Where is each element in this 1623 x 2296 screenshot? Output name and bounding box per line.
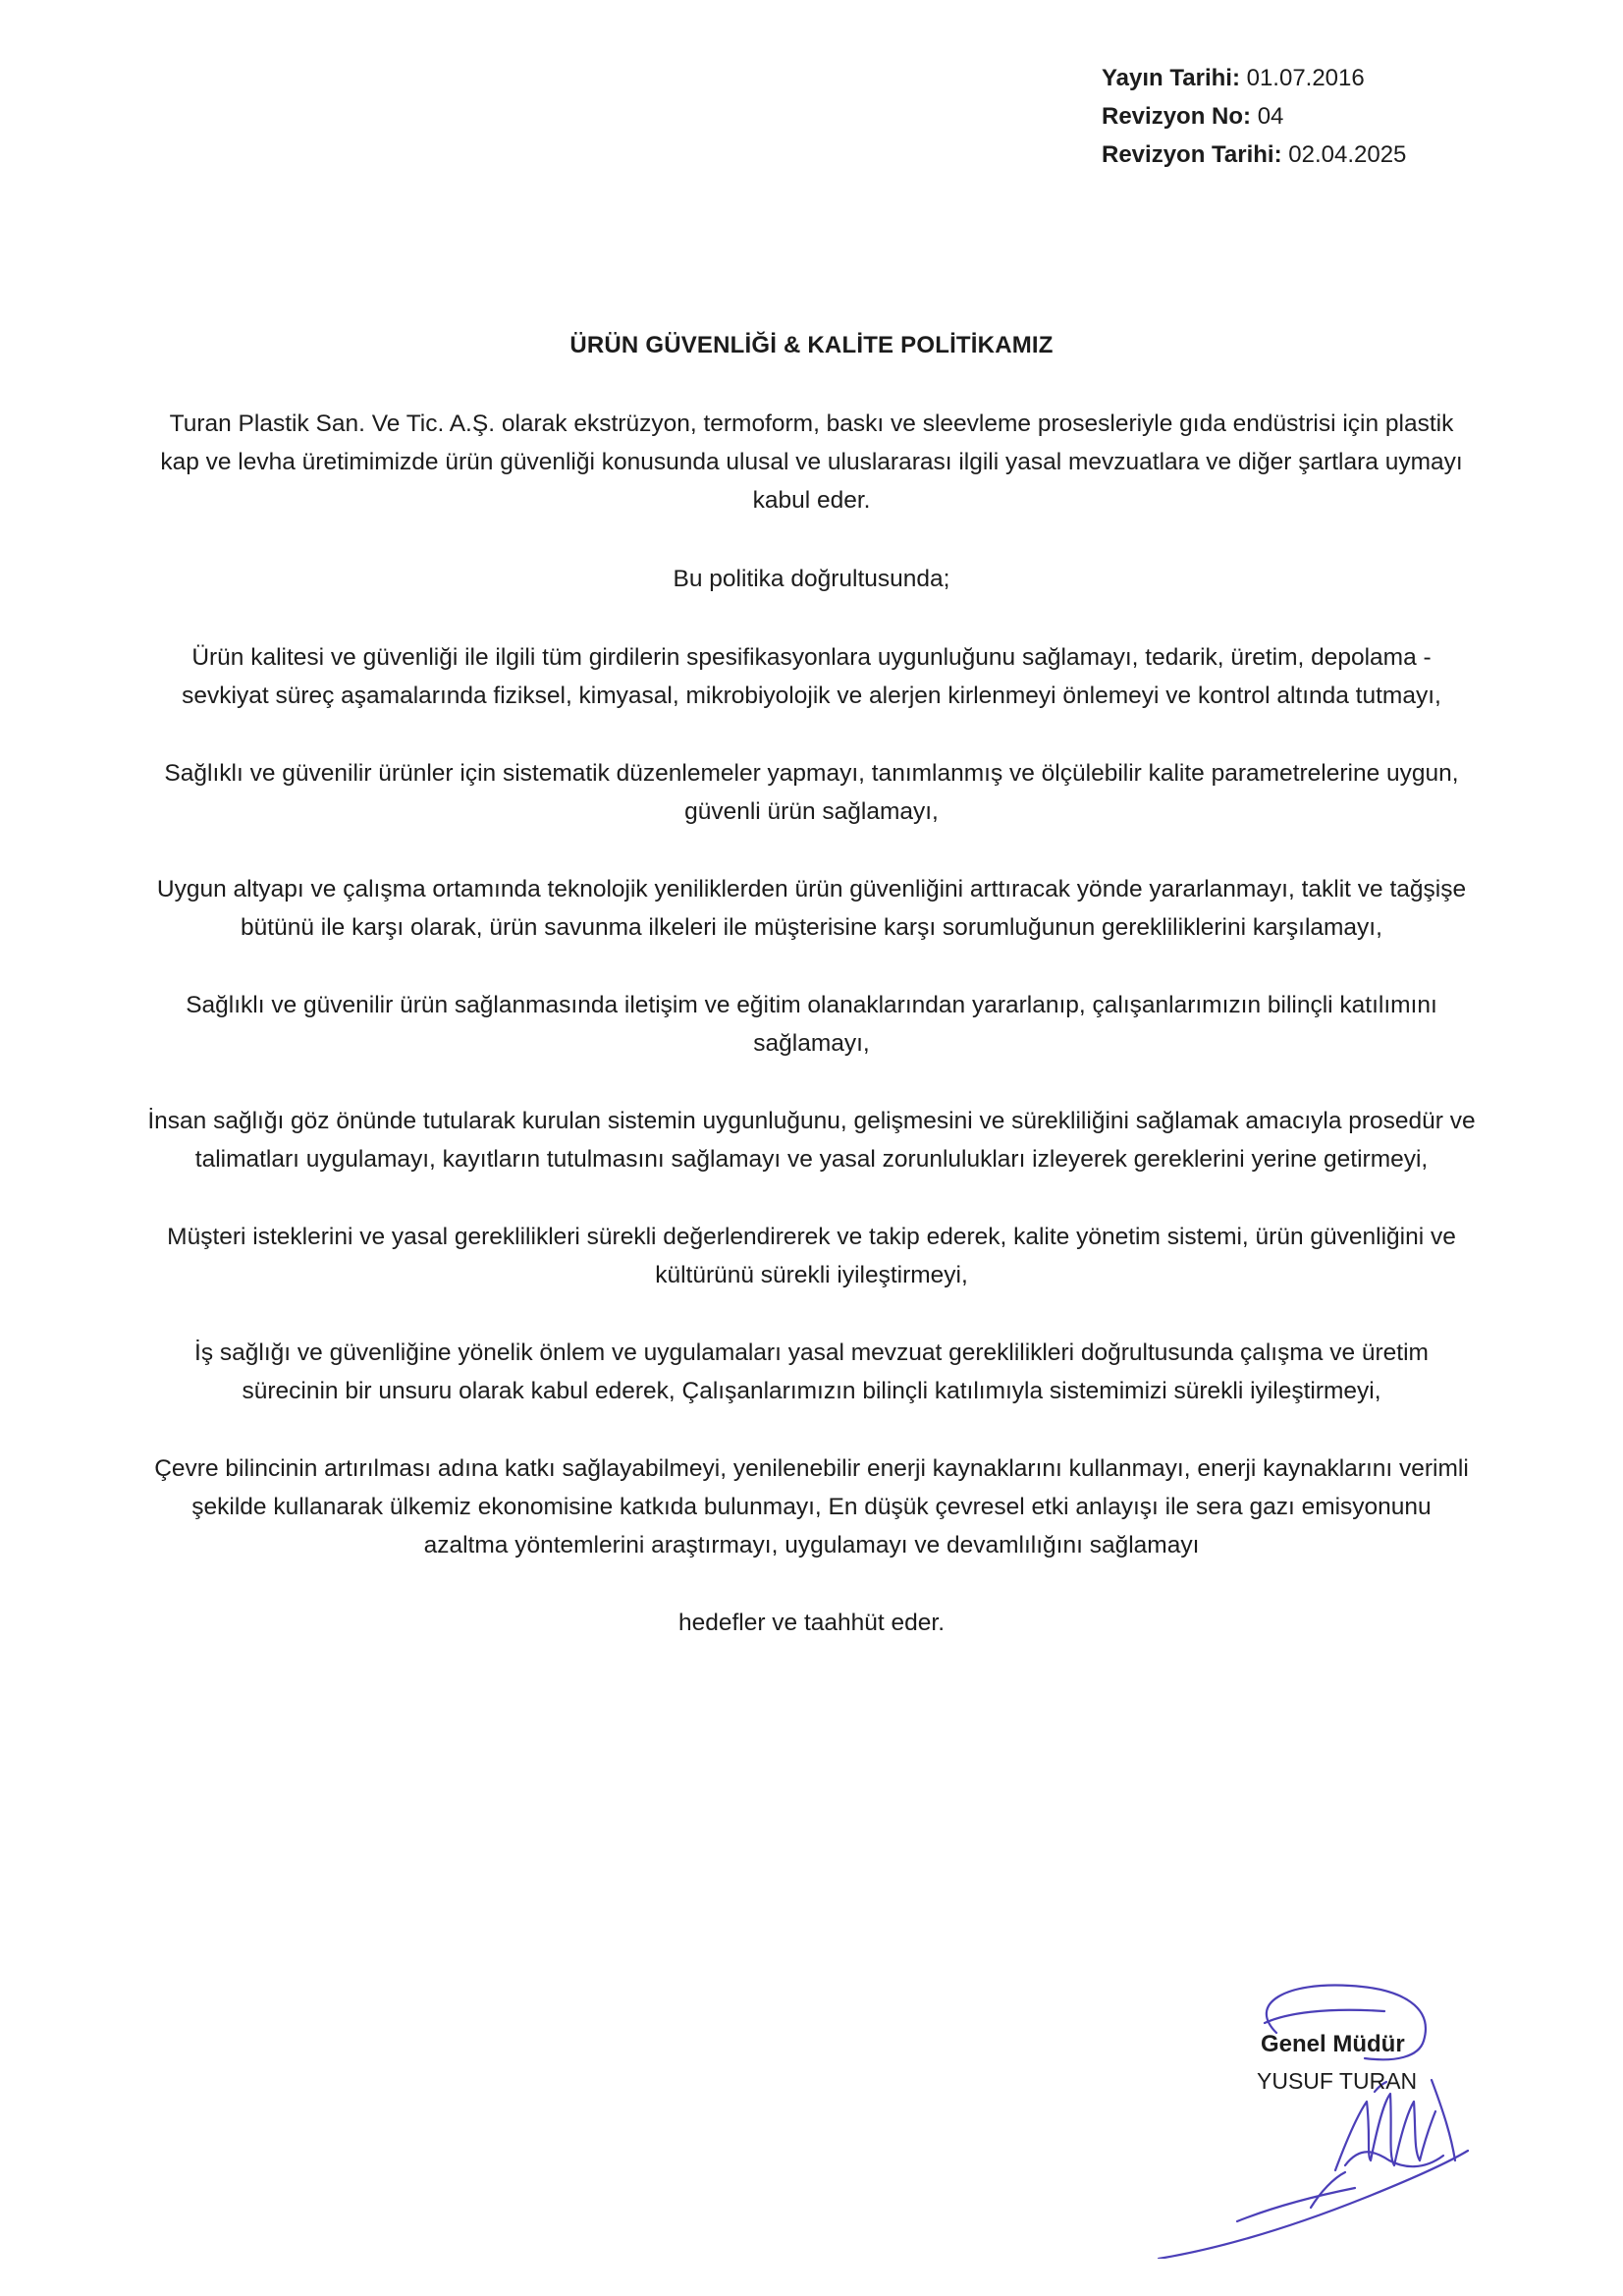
- publish-date-row: [1102, 59, 1406, 97]
- lead-paragraph: Bu politika doğrultusunda;: [673, 566, 950, 592]
- revision-date-label: Revizyon Tarihi:: [1102, 141, 1282, 168]
- policy-item: İş sağlığı ve güvenliğine yönelik önlem ve uygulamaları yasal mevzuat gereklilikleri doğrultusunda çalışma ve üretim sürecinin bir unsuru olarak kabul ederek, Çalışanlarımızın bilinçli katılımıyla sistemimizi sürekli iyileştirmeyi,: [194, 1339, 1429, 1404]
- handwritten-signature: [1139, 1964, 1492, 2259]
- policy-item: Sağlıklı ve güvenilir ürün sağlanmasında iletişim ve eğitim olanaklarından yararlanıp, çalışanlarımızın bilinçli katılımını sağlamayı,: [186, 992, 1437, 1057]
- document-body: [147, 405, 1476, 1642]
- policy-item: Ürün kalitesi ve güvenliği ile ilgili tüm girdilerin spesifikasyonlara uygunluğunu sağlamayı, tedarik, üretim, depolama - sevkiyat süreç aşamalarında fiziksel, kimyasal, mikrobiyolojik ve alerjen kirlenmeyi önlemeyi ve kontrol altında tutmayı,: [182, 644, 1441, 709]
- policy-item: Uygun altyapı ve çalışma ortamında teknolojik yeniliklerden ürün güvenliğini arttıracak yönde yararlanmayı, taklit ve tağşişe bütünü ile karşı olarak, ürün savunma ilkeleri ile müşterisine karşı sorumluğunun gerekliliklerini karşılamayı,: [156, 876, 1467, 941]
- revision-no-label: Revizyon No:: [1102, 103, 1252, 130]
- revision-no-value: 04: [1257, 103, 1284, 130]
- signature-strokes: [1159, 1986, 1468, 2259]
- revision-no-row: [1102, 97, 1406, 136]
- policy-item: İnsan sağlığı göz önünde tutularak kurulan sistemin uygunluğunu, gelişmesini ve sürekliliğini sağlamak amacıyla prosedür ve talimatları uygulamayı, kayıtların tutulmasını sağlamayı ve yasal zorunlulukları izleyerek gereklerini yerine getirmeyi,: [147, 1108, 1476, 1173]
- policy-item: Çevre bilincinin artırılması adına katkı sağlayabilmeyi, yenilenebilir enerji kaynaklarını kullanmayı, enerji kaynaklarını verimli şekilde kullanarak ülkemiz ekonomisine katkıda bulunmayı, En düşük çevresel etki anlayışı ile sera gazı emisyonunu azaltma yöntemlerini araştırmayı, uygulamayı ve devamlılığını sağlamayı: [154, 1455, 1469, 1558]
- signatory-name: YUSUF TURAN: [1257, 2068, 1418, 2094]
- revision-date-value: 02.04.2025: [1288, 141, 1407, 168]
- publish-date-value: 01.07.2016: [1246, 65, 1365, 91]
- closing-paragraph: hedefler ve taahhüt eder.: [677, 1610, 946, 1636]
- intro-paragraph: Turan Plastik San. Ve Tic. A.Ş. olarak ekstrüzyon, termoform, baskı ve sleevleme prosesleriyle gıda endüstrisi için plastik kap ve levha üretimimizde ürün güvenliği konusunda ulusal ve uluslararası ilgili yasal mevzuatlara ve diğer şartlara uymayı kabul eder.: [160, 410, 1463, 514]
- revision-date-row: [1102, 136, 1406, 174]
- document-title: ÜRÜN GÜVENLİĞİ & KALİTE POLİTİKAMIZ: [569, 332, 1054, 358]
- policy-item: Sağlıklı ve güvenilir ürünler için sistematik düzenlemeler yapmayı, tanımlanmış ve ölçülebilir kalite parametrelerine uygun, güvenli ürün sağlamayı,: [164, 760, 1459, 825]
- document-meta: [1102, 59, 1406, 174]
- publish-date-label: Yayın Tarihi:: [1102, 65, 1240, 91]
- signatory-title: Genel Müdür: [1261, 2031, 1405, 2057]
- policy-item: Müşteri isteklerini ve yasal gereklilikleri sürekli değerlendirerek ve takip ederek, kalite yönetim sistemi, ürün güvenliğini ve kültürünü sürekli iyileştirmeyi,: [167, 1224, 1456, 1288]
- signature-block: [1139, 1964, 1492, 2259]
